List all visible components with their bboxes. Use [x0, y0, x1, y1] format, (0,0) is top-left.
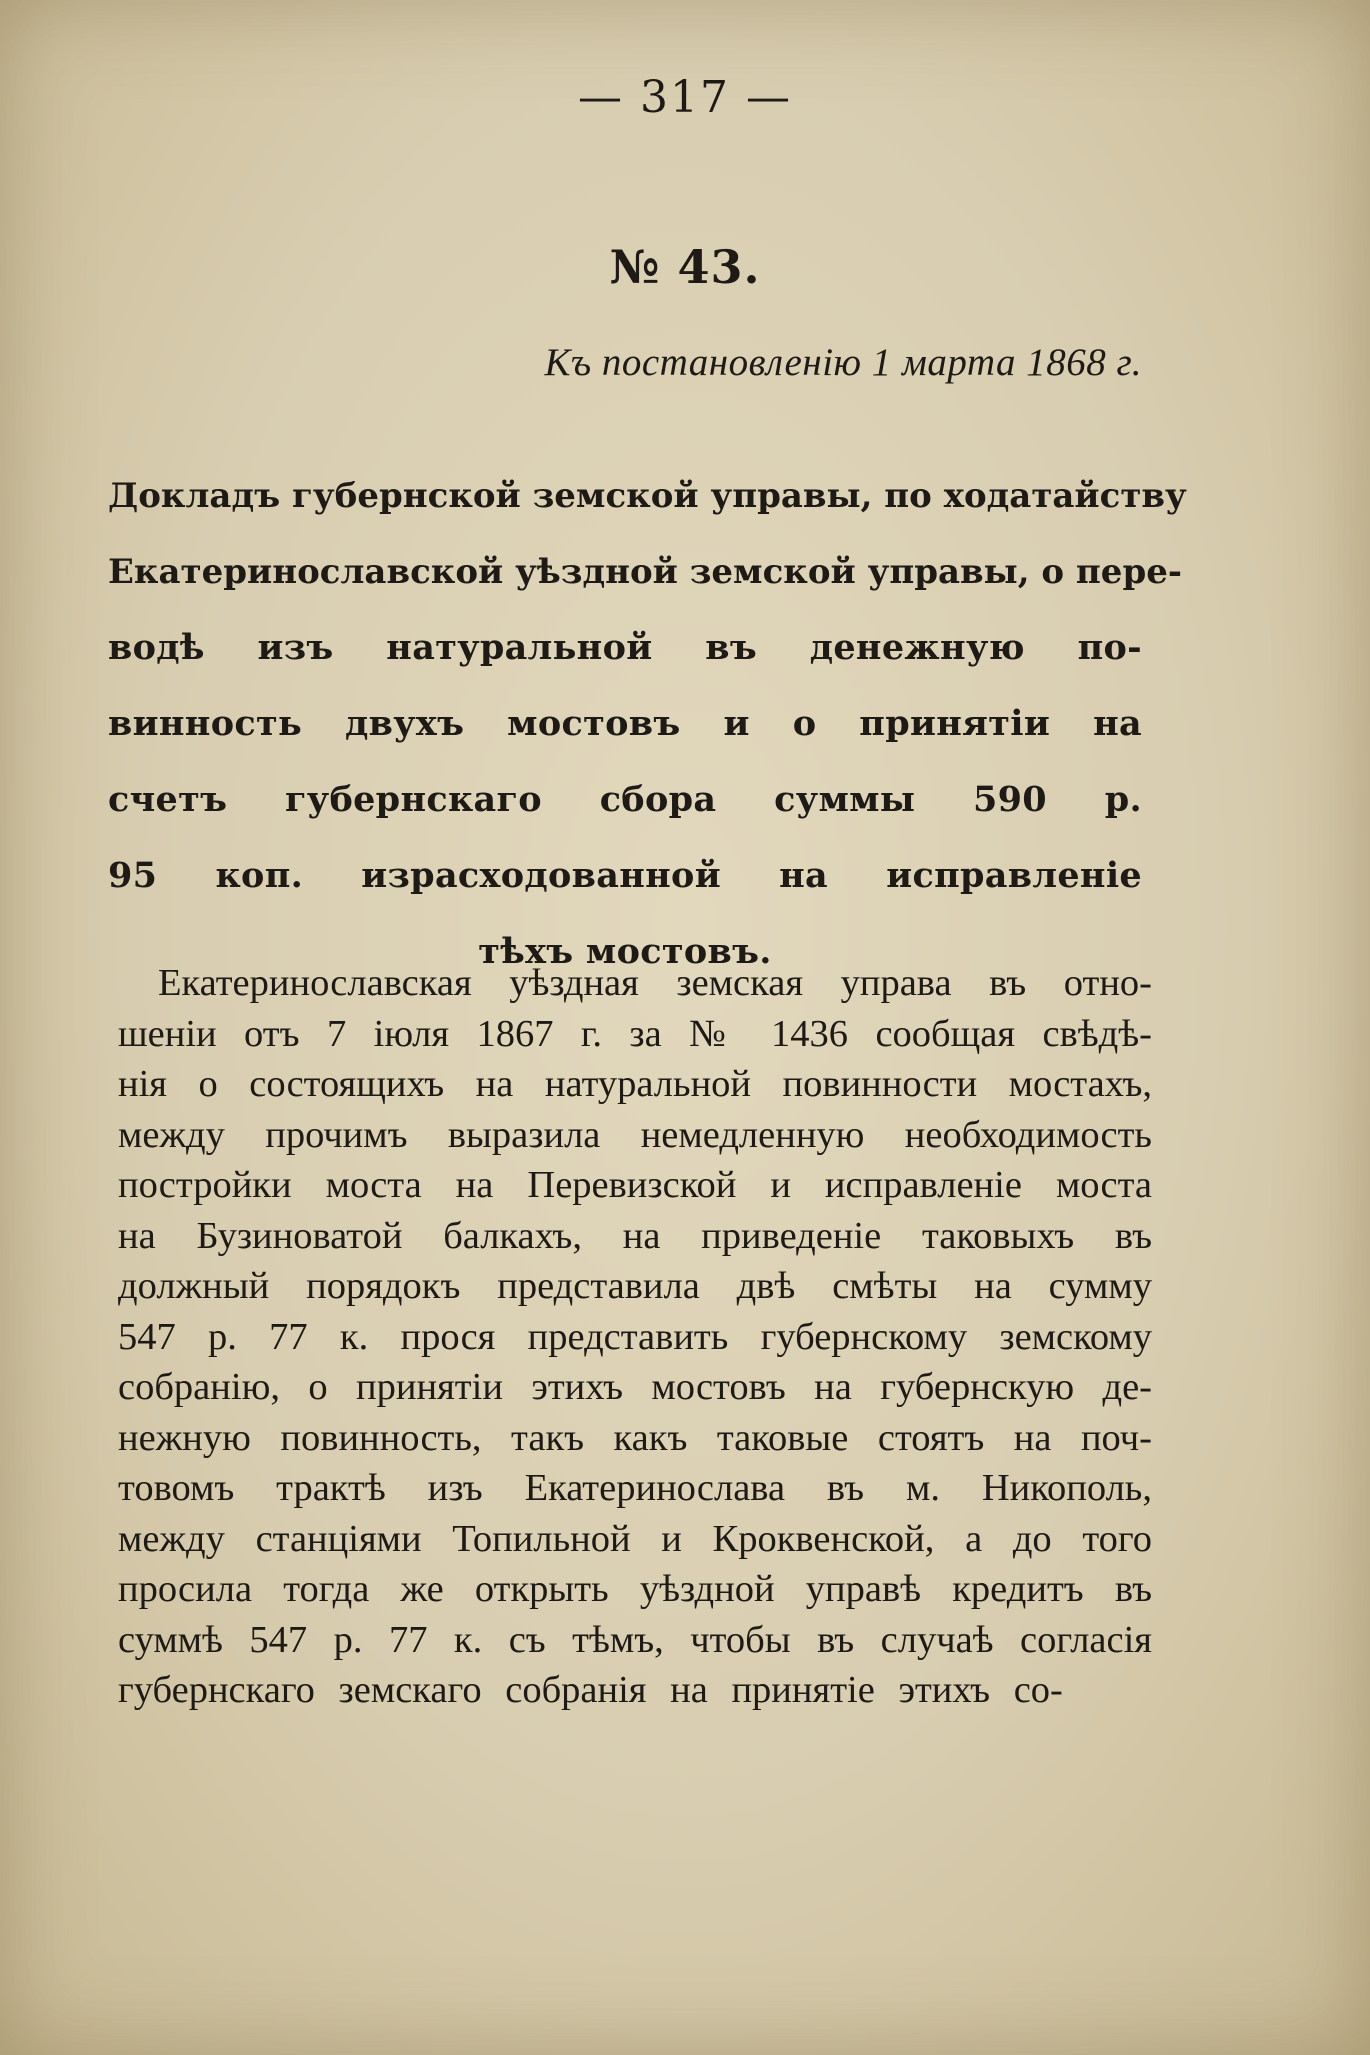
bleed-through-decoration [80, 180, 1220, 220]
title-line: счетъ губернскаго сбора суммы 590 р. [108, 779, 1142, 820]
resolution-reference: Къ постановленію 1 марта 1868 г. [544, 341, 1142, 384]
title-line: тѣхъ мостовъ. [478, 931, 772, 972]
body-line: должный порядокъ представила двѣ смѣты на сумму [118, 1265, 1152, 1307]
document-number: № 43. [609, 240, 761, 294]
title-line: винность двухъ мостовъ и о принятіи на [108, 703, 1142, 744]
body-line: собранію, о принятіи этихъ мостовъ на губернскую де- [118, 1366, 1152, 1408]
body-line: постройки моста на Перевизской и исправленіе моста [118, 1164, 1152, 1206]
body-line: суммѣ 547 р. 77 к. съ тѣмъ, чтобы въ случаѣ согласія [118, 1618, 1152, 1661]
report-title [108, 458, 1187, 990]
body-line: шеніи отъ 7 іюля 1867 г. за № 1436 сообщая свѣдѣ- [118, 1012, 1152, 1055]
body-line: 547 р. 77 к. прося представить губернскому земскому [118, 1315, 1152, 1358]
title-line: Докладъ губернской земской управы, по ходатайству [108, 476, 1187, 516]
report-body [118, 958, 1152, 1716]
body-line: товомъ трактѣ изъ Екатеринослава въ м. Никополь, [118, 1467, 1152, 1509]
body-line: нія о состоящихъ на натуральной повинности мостахъ, [118, 1063, 1152, 1105]
title-line: 95 коп. израсходованной на исправленіе [108, 855, 1142, 896]
body-line: просила тогда же открыть уѣздной управѣ кредитъ въ [118, 1568, 1152, 1610]
body-line: между прочимъ выразила немедленную необходимость [118, 1113, 1152, 1156]
body-line: Екатеринославская уѣздная земская управа въ отно- [158, 962, 1152, 1004]
body-line: нежную повинность, такъ какъ таковые стоятъ на поч- [118, 1416, 1152, 1459]
page-number: — 317 — [578, 72, 792, 123]
title-line: Екатеринославской уѣздной земской управы, о пере- [108, 552, 1182, 592]
body-line: губернскаго земскаго собранія на принятіе этихъ со- [118, 1669, 1063, 1711]
body-line: на Бузиноватой балкахъ, на приведеніе таковыхъ въ [118, 1214, 1152, 1257]
title-line: водѣ изъ натуральной въ денежную по- [108, 627, 1142, 668]
body-line: между станціями Топильной и Кроквенской, а до того [118, 1517, 1152, 1560]
